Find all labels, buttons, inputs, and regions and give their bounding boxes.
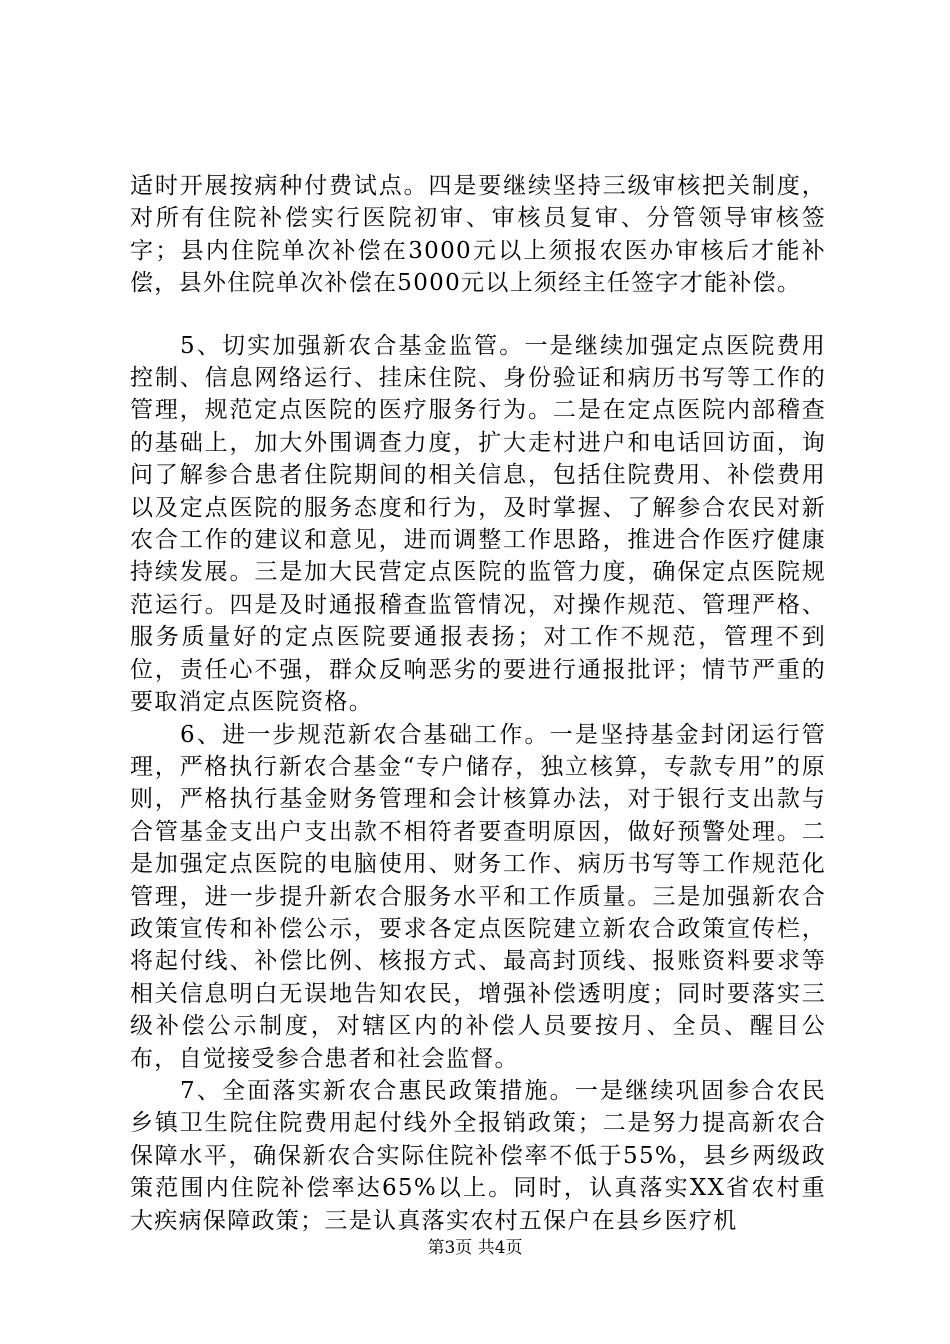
page-footer: 第3页 共4页 [427,1238,523,1258]
paragraph-3: 6、进一步规范新农合基础工作。一是坚持基金封闭运行管理，严格执行新农合基金“专户储存，独立核算，专款专用”的原则，严格执行基金财务管理和会计核算办法，对于银行支出款与合管基金支出户支出款不相符者要查明原因，做好预警处理。二是加强定点医院的电脑使用、财务工作、病历书写等工作规范化管理，进一步提升新农合服务水平和工作质量。三是加强新农合政策宣传和补偿公示，要求各定点医院建立新农合政策宣传栏，将起付线、补偿比例、核报方式、最高封顶线、报账资料要求等相关信息明白无误地告知农民，增强补偿透明度；同时要落实三级补偿公示制度，对辖区内的补偿人员要按月、全员、醒目公布，自觉接受参合患者和社会监督。 [130,721,826,1072]
paragraph-2: 5、切实加强新农合基金监管。一是继续加强定点医院费用控制、信息网络运行、挂床住院、身份验证和病历书写等工作的管理，规范定点医院的医疗服务行为。二是在定点医院内部稽查的基础上，加大外围调查力度，扩大走村进户和电话回访面，询问了解参合患者住院期间的相关信息，包括住院费用、补偿费用以及定点医院的服务态度和行为，及时掌握、了解参合农民对新农合工作的建议和意见，进而调整工作思路，推进合作医疗健康持续发展。三是加大民营定点医院的监管力度，确保定点医院规范运行。四是及时通报稽查监管情况，对操作规范、管理严格、服务质量好的定点医院要通报表扬；对工作不规范，管理不到位，责任心不强，群众反响恶劣的要进行通报批评；情节严重的要取消定点医院资格。 [130,332,826,716]
paragraph-4: 7、全面落实新农合惠民政策措施。一是继续巩固参合农民乡镇卫生院住院费用起付线外全报销政策；二是努力提高新农合保障水平，确保新农合实际住院补偿率不低于55%，县乡两级政策范围内住院补偿率达65%以上。同时，认真落实XX省农村重大疾病保障政策；三是认真落实农村五保户在县乡医疗机 [130,1077,826,1234]
document-body [130,170,826,1237]
paragraph-1: 适时开展按病种付费试点。四是要继续坚持三级审核把关制度，对所有住院补偿实行医院初审、审核员复审、分管领导审核签字；县内住院单次补偿在3000元以上须报农医办审核后才能补偿，县外住院单次补偿在5000元以上须经主任签字才能补偿。 [130,173,826,297]
paragraph-gap [130,300,826,330]
